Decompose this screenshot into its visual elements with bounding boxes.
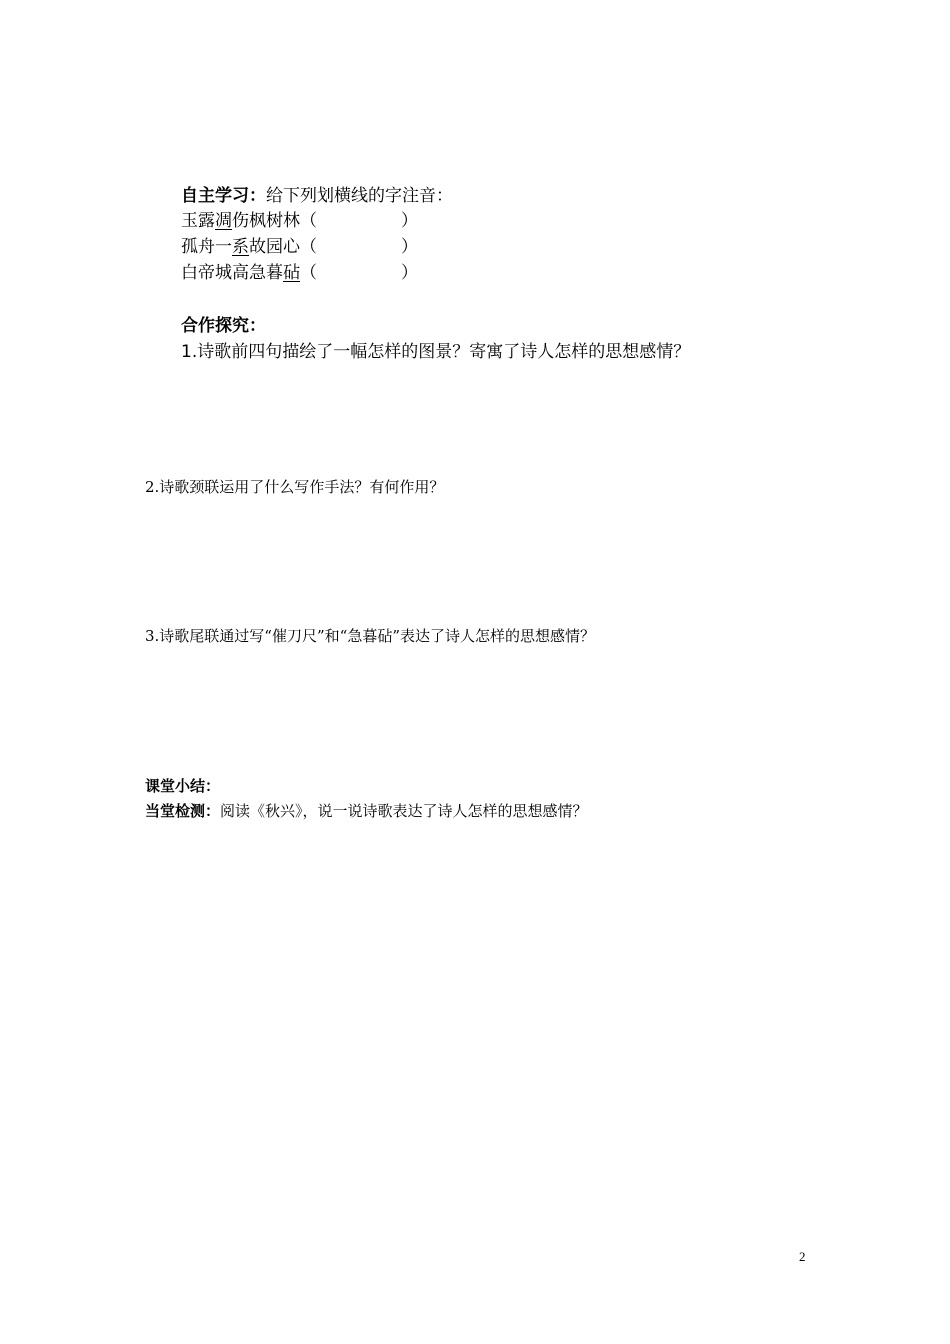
underlined-char: 系 [232, 237, 249, 257]
summary-heading: 课堂小结： [145, 777, 221, 795]
test-line [145, 800, 588, 821]
underlined-char: 凋 [215, 211, 232, 231]
vocab-item-2: 孤舟一系故园心（ ） [181, 237, 418, 257]
vocab-item-3: 白帝城高急暮砧（ ） [181, 263, 418, 283]
underlined-char: 砧 [283, 263, 300, 283]
page-number: 2 [799, 1249, 806, 1264]
self-study-line [181, 181, 453, 206]
question-1: 1.诗歌前四句描绘了一幅怎样的图景？寄寓了诗人怎样的思想感情？ [181, 342, 691, 362]
cooperation-heading: 合作探究： [181, 316, 266, 336]
test-heading: 当堂检测： [145, 802, 221, 820]
self-study-heading: 自主学习： [181, 186, 266, 206]
question-2: 2.诗歌颈联运用了什么写作手法？有何作用？ [145, 478, 445, 496]
self-study-instruction: 给下列划横线的字注音： [266, 186, 453, 206]
question-3: 3.诗歌尾联通过写“催刀尺”和“急暮砧”表达了诗人怎样的思想感情？ [145, 627, 595, 645]
test-text: 阅读《秋兴》，说一说诗歌表达了诗人怎样的思想感情？ [220, 802, 588, 820]
vocab-item-1: 玉露凋伤枫树林（ ） [181, 211, 418, 231]
